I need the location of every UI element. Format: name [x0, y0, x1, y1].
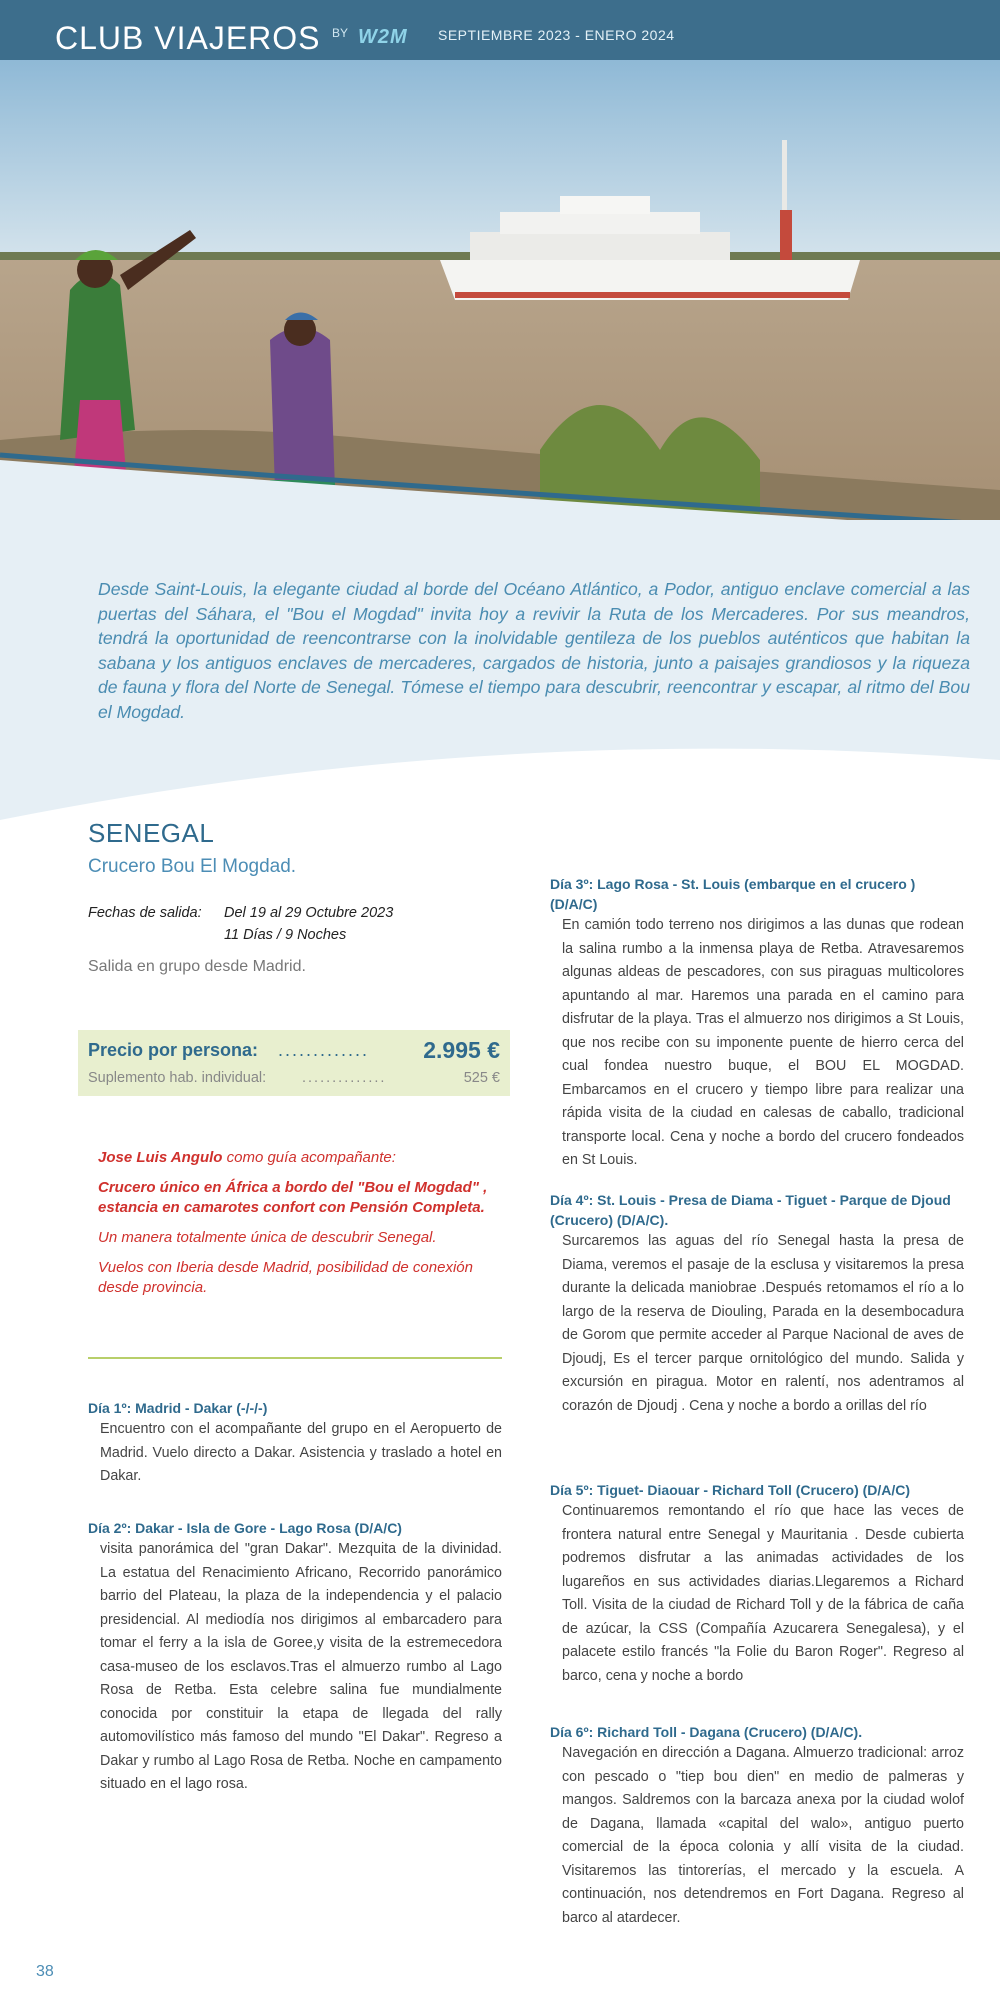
supplement-value: 525 € [463, 1070, 500, 1086]
highlights [98, 1148, 498, 1308]
day-title: Día 1º: Madrid - Dakar (-/-/-) [88, 1400, 268, 1416]
destination-subtitle: Crucero Bou El Mogdad. [88, 856, 297, 877]
day-title: Día 3º: Lago Rosa - St. Louis (embarque en el crucero ) (D/A/C) [550, 876, 916, 912]
hero-photo [0, 60, 1000, 560]
departure-dates: Del 19 al 29 Octubre 2023 [224, 905, 394, 921]
guide-name: Jose Luis Angulo [98, 1149, 223, 1166]
price-value: 2.995 € [423, 1037, 500, 1063]
highlight-cruise: Crucero único en África a bordo del "Bou el Mogdad" , estancia en camarotes confort con Pensión Completa. [98, 1179, 488, 1216]
day-2 [88, 1518, 502, 1797]
day-description: visita panorámica del "gran Dakar". Mezquita de la divinidad. La estatua del Renacimiento Africano, Recorrido panorámico barrio del Plateau, la plaza de la independencia y el palacio presidencial. Al mediodía nos dirigimos al embarcadero para tomar el ferry a la isla de Goree,y visita de la estremecedora casa-museo de los esclavos.Tras el almuerzo rumbo al Lago Rosa de Retba. Esta celebre salina fue mundialmente conocida por constituir la etapa de llegada del rally automovilístico más famoso del mundo "El Dakar". Regreso a Dakar y rumbo al Lago Rosa de Retba. Noche en campamento situado en el lago rosa. [100, 1541, 502, 1792]
departure-label: Fechas de salida: [88, 905, 202, 921]
w2m-logo: W2M [358, 26, 408, 48]
supplement-label: Suplemento hab. individual: [88, 1070, 267, 1086]
day-description: Encuentro con el acompañante del grupo en el Aeropuerto de Madrid. Vuelo directo a Dakar. Asistencia y traslado a hotel en Dakar. [100, 1421, 502, 1484]
brand-title: CLUB VIAJEROS [55, 20, 321, 56]
day-title: Día 5º: Tiguet- Diaouar - Richard Toll (Crucero) (D/A/C) [550, 1482, 911, 1498]
season-dates: SEPTIEMBRE 2023 - ENERO 2024 [438, 27, 675, 43]
day-1 [88, 1398, 502, 1489]
supplement-dots: .............. [302, 1070, 387, 1086]
guide-line [98, 1148, 498, 1168]
price-box [78, 1030, 510, 1096]
day-description: En camión todo terreno nos dirigimos a las dunas que rodean la salina rumbo a la inmensa playa de Retba. Atravesaremos algunas aldeas de pescadores, con sus piraguas multicolores apuntando al mar. Haremos una parada en el camino para disfrutar de la playa. Tras el almuerzo nos dirigimos a St Louis, que nos recibe con su imponente puente de hierro cerca del cual fondea nuestro buque, el BOU EL MOGDAD. Embarcamos en el crucero y tiempo libre para realizar una rápida visita de la ciudad en calesas de caballo, tradicional transporte local. Cena y noche a bordo del crucero fondeados en St Louis. [562, 917, 964, 1168]
guide-role: como guía acompañante: [222, 1149, 396, 1166]
page-number: 38 [36, 1963, 54, 1980]
day-description: Navegación en dirección a Dagana. Almuerzo tradicional: arroz con pescado o "tiep bou dien" en medio de palmeras y mangos. Saldremos con la barcaza anexa por la ciudad wolof de Dagana, llamada «capital del walo», antiguo puerto comercial de la época colonia y allí visita de la ciudad. Visitaremos las tintorerías, el mercado y la escuela. A continuación, nos detendremos en Fort Dagana. Regreso al barco al atardecer. [562, 1745, 964, 1926]
intro-paragraph: Desde Saint-Louis, la elegante ciudad al borde del Océano Atlántico, a Podor, antiguo enclave comercial a las puertas del Sáhara, el "Bou el Mogdad" invita hoy a revivir la Ruta de los Mercaderes. Por sus meandros, tendrá la oportunidad de reencontrarse con la inolvidable gentileza de los pueblos auténticos que habitan la sabana y los antiguos enclaves de mercaderes, cargados de historia, junto a paisajes grandiosos y la riqueza de fauna y flora del Norte de Senegal. Tómese el tiempo para descubrir, reencontrar y escapar, al ritmo del Bou el Mogdad. [98, 579, 970, 722]
day-3 [550, 874, 964, 1173]
day-title: Día 4º: St. Louis - Presa de Diama - Tiguet - Parque de Djoud (Crucero) (D/A/C). [550, 1192, 951, 1228]
price-dots: ............. [278, 1040, 370, 1060]
trip-duration: 11 Días / 9 Noches [224, 927, 347, 943]
day-title: Día 2º: Dakar - Isla de Gore - Lago Rosa (D/A/C) [88, 1520, 402, 1536]
highlight-flights: Vuelos con Iberia desde Madrid, posibilidad de conexión desde provincia. [98, 1259, 473, 1296]
day-6 [550, 1722, 964, 1930]
day-5 [550, 1480, 964, 1688]
section-divider [88, 1357, 502, 1359]
destination-title: SENEGAL [88, 818, 215, 848]
price-label: Precio por persona: [88, 1040, 259, 1060]
highlight-unique: Un manera totalmente única de descubrir Senegal. [98, 1229, 437, 1246]
group-departure: Salida en grupo desde Madrid. [88, 958, 306, 975]
day-4 [550, 1190, 964, 1418]
day-title: Día 6º: Richard Toll - Dagana (Crucero) (D/A/C). [550, 1724, 863, 1740]
brand-by: BY [332, 26, 349, 40]
day-description: Continuaremos remontando el río que hace las veces de frontera natural entre Senegal y Mauritania . Desde cubierta podremos disfrutar a las animadas actividades de los lugareños en sus actividades diarias.Llegaremos a Richard Toll. Visita de la ciudad de Richard Toll y de la fábrica de caña de azúcar, la CSS (Compañía Azucarera Senegalesa), y el palacete estilo francés "la Folie du Baron Roger". Regreso al barco, cena y noche a bordo [562, 1503, 964, 1684]
day-description: Surcaremos las aguas del río Senegal hasta la presa de Diama, veremos el pasaje de la esclusa y visitaremos la presa durante la delicada maniobrae .Después retomamos el río a lo largo de la reserva de Diouling, Parada en la desembocadura de Gorom que permite acceder al Parque Nacional de aves de Djoudj, Es el tercer parque ornitológico del mundo. Salida y excursión en piragua. Motor en ralentí, nos adentramos al corazón de Djoudj . Cena y noche a bordo a orillas del río [562, 1233, 964, 1414]
